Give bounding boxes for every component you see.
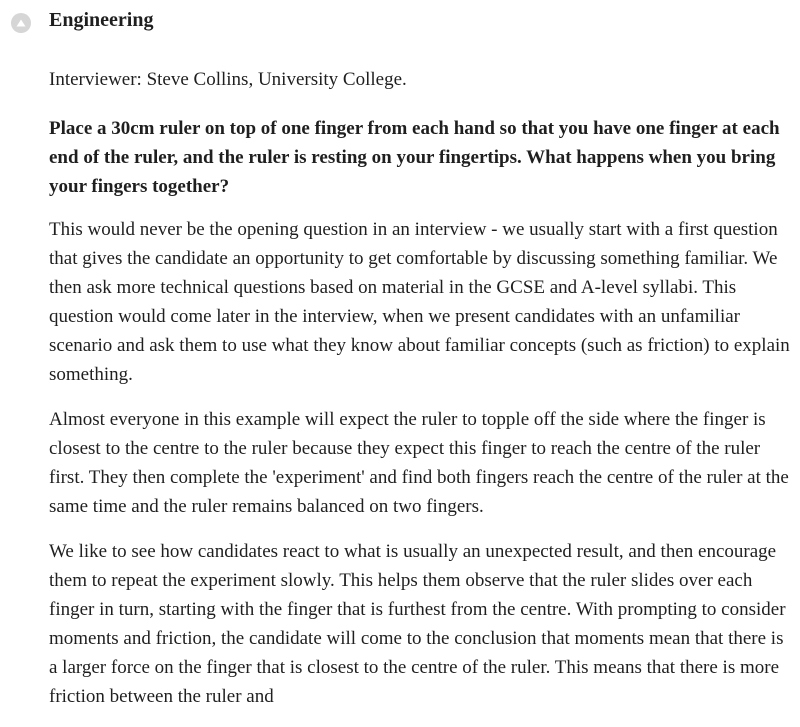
triangle-up-icon bbox=[16, 19, 26, 27]
answer-paragraph-2: Almost everyone in this example will expect the ruler to topple off the side where the finger is closest to the centre to the ruler because they expect this finger to reach the centre of the ruler first. They then complete the 'experiment' and find both fingers reach the centre of the ruler at the same time and the ruler remains balanced on two fingers. bbox=[49, 409, 789, 517]
section-title: Engineering bbox=[49, 9, 154, 31]
interview-question: Place a 30cm ruler on top of one finger from each hand so that you have one finger at each end of the ruler, and the ruler is resting on your fingertips. What happens when you bring your fingers together? bbox=[49, 118, 780, 197]
answer-paragraph-3: We like to see how candidates react to what is usually an unexpected result, and then encourage them to repeat the experiment slowly. This helps them observe that the ruler slides over each finger in turn, starting with the finger that is furthest from the centre. With prompting to consider moments and friction, the candidate will come to the conclusion that moments mean that there is a larger force on the finger that is closest to the centre of the ruler. This means that there is more friction between the ruler and bbox=[49, 541, 786, 707]
answer-paragraph-1: This would never be the opening question in an interview - we usually start with a first question that gives the candidate an opportunity to get comfortable by discussing something familiar. We then ask more technical questions based on material in the GCSE and A-level syllabi. This question would come later in the interview, when we present candidates with an unfamiliar scenario and ask them to use what they know about familiar concepts (such as friction) to explain something. bbox=[49, 219, 790, 385]
interviewer-credit: Interviewer: Steve Collins, University College. bbox=[49, 69, 407, 90]
section-content bbox=[49, 66, 794, 727]
collapse-toggle-icon[interactable] bbox=[11, 13, 31, 33]
